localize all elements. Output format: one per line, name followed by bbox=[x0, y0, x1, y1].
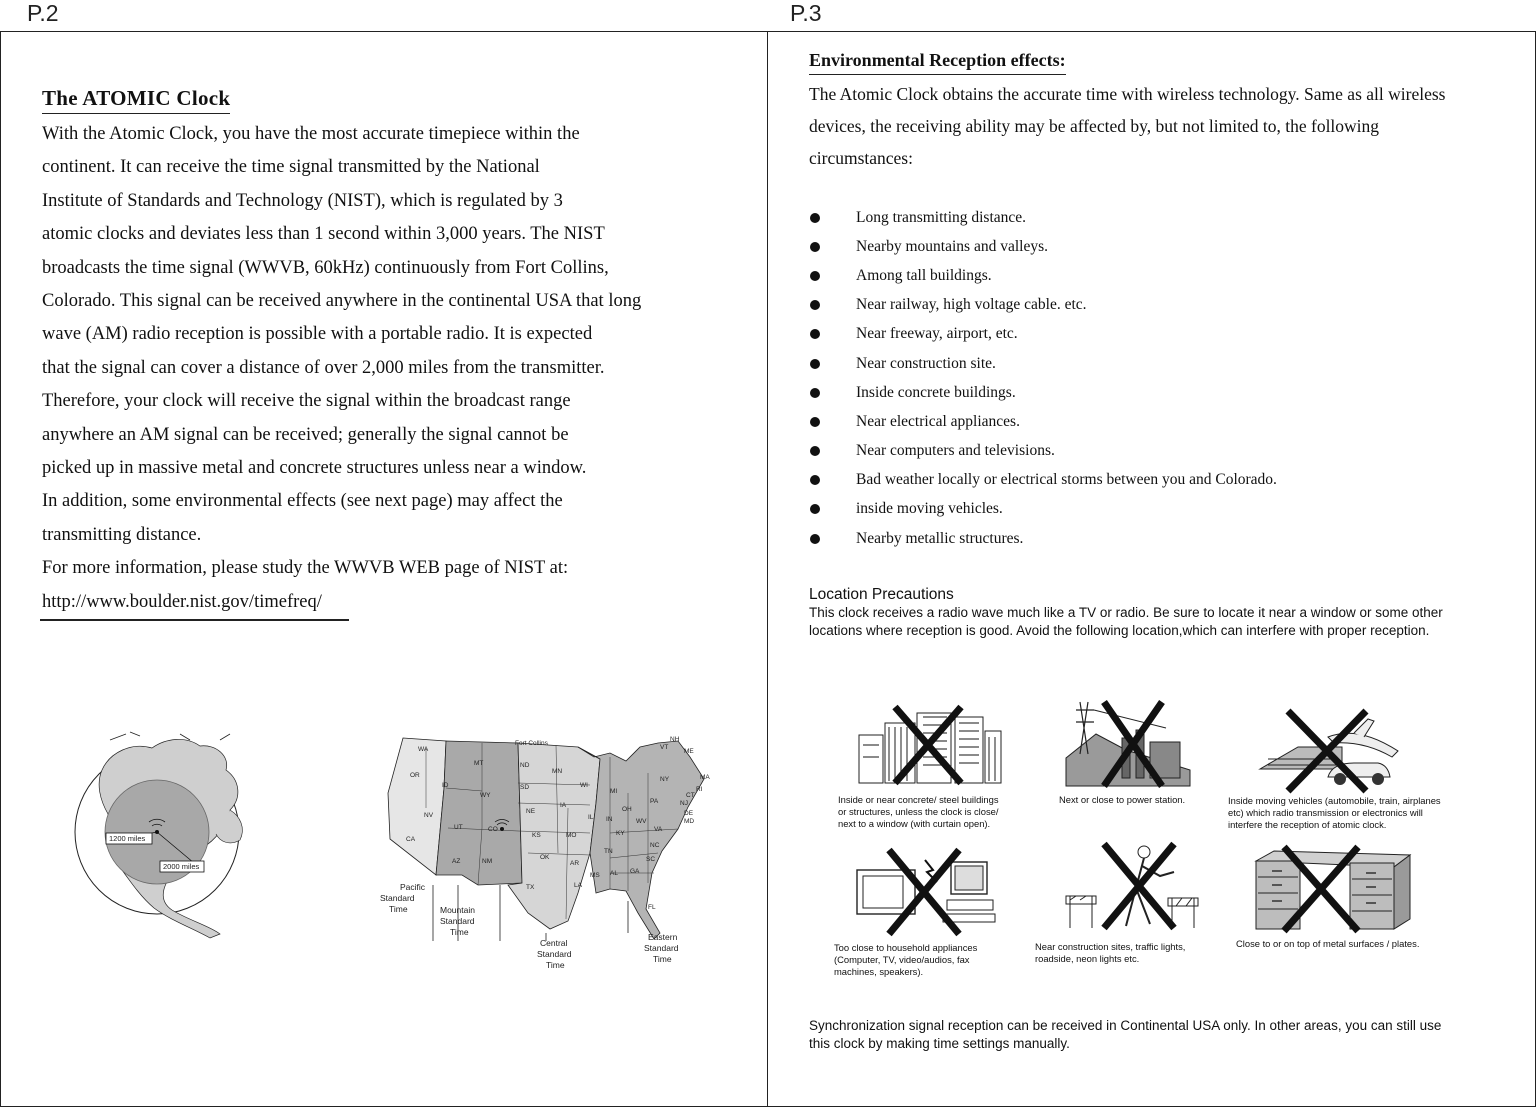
state-label-wv: WV bbox=[636, 818, 647, 825]
state-label-nv: NV bbox=[424, 812, 434, 819]
paragraph-line: broadcasts the time signal (WWVB, 60kHz) continuously from Fort Collins, bbox=[42, 257, 609, 278]
bullet-text: Near freeway, airport, etc. bbox=[856, 325, 1018, 343]
caption-line: Inside or near concrete/ steel buildings bbox=[838, 794, 999, 805]
state-label-me: ME bbox=[684, 748, 694, 755]
state-label-in: IN bbox=[606, 816, 613, 823]
intro-line: The Atomic Clock obtains the accurate time with wireless technology. Same as all wireless bbox=[809, 84, 1446, 104]
paragraph-line: Institute of Standards and Technology (NIST), which is regulated by 3 bbox=[42, 190, 563, 211]
caption-concrete-buildings bbox=[838, 794, 999, 830]
paragraph-line: continent. It can receive the time signal transmitted by the National bbox=[42, 157, 540, 178]
bullet-text: Bad weather locally or electrical storms between you and Colorado. bbox=[856, 471, 1277, 489]
bullet-text: Nearby metallic structures. bbox=[856, 529, 1024, 547]
state-label-tx: TX bbox=[526, 884, 535, 891]
list-item bbox=[809, 407, 1509, 436]
state-label-ok: OK bbox=[540, 854, 550, 861]
state-label-co: CO bbox=[488, 826, 498, 833]
state-label-nd: ND bbox=[520, 762, 530, 769]
state-label-sd: SD bbox=[520, 784, 530, 791]
state-label-ne: NE bbox=[526, 808, 536, 815]
bullet-icon bbox=[810, 359, 820, 369]
caption-line: Inside moving vehicles (automobile, train, airplanes bbox=[1228, 795, 1441, 806]
state-label-nc: NC bbox=[650, 842, 660, 849]
household-appliances-icon bbox=[855, 848, 1000, 938]
state-label-de: DE bbox=[684, 810, 694, 817]
state-label-ut: UT bbox=[454, 824, 463, 831]
bullet-text: Near computers and televisions. bbox=[856, 442, 1055, 460]
paragraph-line: atomic clocks and deviates less than 1 second within 3,000 years. The NIST bbox=[42, 224, 605, 245]
list-item bbox=[809, 320, 1509, 349]
caption-line: interfere the reception of atomic clock. bbox=[1228, 819, 1387, 830]
state-label-mn: MN bbox=[552, 768, 563, 775]
caption-power-station bbox=[1059, 794, 1185, 806]
vehicles-icon bbox=[1258, 707, 1408, 795]
environmental-title: Environmental Reception effects: bbox=[809, 50, 1066, 75]
power-station-icon bbox=[1066, 698, 1196, 790]
state-label-wy: WY bbox=[480, 792, 491, 799]
caption-metal-desk bbox=[1236, 938, 1419, 950]
state-label-ms: MS bbox=[590, 872, 600, 879]
caption-line: roadside, neon lights etc. bbox=[1035, 953, 1140, 964]
state-label-az: AZ bbox=[452, 858, 461, 865]
bullet-text: Inside concrete buildings. bbox=[856, 383, 1016, 401]
central-zone-label-2: Standard bbox=[537, 949, 572, 959]
state-label-al: AL bbox=[610, 870, 618, 877]
list-item bbox=[809, 261, 1509, 290]
concrete-buildings-icon bbox=[855, 705, 1005, 785]
list-item bbox=[809, 437, 1509, 466]
state-label-id: ID bbox=[442, 782, 449, 789]
paragraph-line: Therefore, your clock will receive the signal within the broadcast range bbox=[42, 391, 571, 412]
list-item bbox=[809, 378, 1509, 407]
caption-construction-site bbox=[1035, 941, 1185, 965]
bullet-icon bbox=[810, 504, 820, 514]
bullet-text: Nearby mountains and valleys. bbox=[856, 237, 1048, 255]
page-divider bbox=[767, 31, 768, 1107]
eastern-zone-label-1: Eastern bbox=[648, 932, 678, 942]
caption-line: etc) which radio transmission or electronics will bbox=[1228, 807, 1423, 818]
bullet-icon bbox=[810, 388, 820, 398]
construction-site-icon bbox=[1064, 842, 1204, 934]
intro-line: circumstances: bbox=[809, 148, 913, 168]
sync-line: this clock by making time settings manually. bbox=[809, 1036, 1070, 1051]
paragraph-line: wave (AM) radio reception is possible with a portable radio. It is expected bbox=[42, 324, 593, 345]
state-label-ma: MA bbox=[700, 774, 710, 781]
state-label-ia: IA bbox=[560, 802, 567, 809]
paragraph-line: transmitting distance. bbox=[42, 524, 202, 545]
paragraph-line: that the signal can cover a distance of over 2,000 miles from the transmitter. bbox=[42, 357, 605, 378]
state-label-ny: NY bbox=[660, 776, 670, 783]
range-label-2000: 2000 miles bbox=[163, 862, 200, 871]
state-label-wa: WA bbox=[418, 746, 429, 753]
caption-line: Close to or on top of metal surfaces / plates. bbox=[1236, 938, 1420, 949]
state-label-ga: GA bbox=[630, 868, 640, 875]
location-line: This clock receives a radio wave much like a TV or radio. Be sure to locate it near a window or some other bbox=[809, 605, 1443, 620]
paragraph-line: Colorado. This signal can be received anywhere in the continental USA that long bbox=[42, 291, 642, 312]
bullet-text: Near electrical appliances. bbox=[856, 412, 1020, 430]
paragraph-line: With the Atomic Clock, you have the most accurate timepiece within the bbox=[42, 124, 580, 144]
state-label-oh: OH bbox=[622, 806, 632, 813]
list-item bbox=[809, 232, 1509, 261]
caption-line: Near construction sites, traffic lights, bbox=[1035, 941, 1186, 952]
synchronization-note bbox=[809, 1017, 1519, 1053]
bullet-text: inside moving vehicles. bbox=[856, 500, 1003, 518]
bullet-icon bbox=[810, 446, 820, 456]
central-zone-label-1: Central bbox=[540, 938, 568, 948]
list-item bbox=[809, 349, 1509, 378]
caption-household-appliances bbox=[834, 942, 977, 978]
caption-line: Next or close to power station. bbox=[1059, 794, 1186, 805]
location-line: locations where reception is good. Avoid the following location,which can interfere with proper reception. bbox=[809, 623, 1430, 638]
bullet-icon bbox=[810, 417, 820, 427]
caption-line: Too close to household appliances bbox=[834, 942, 978, 953]
list-item bbox=[809, 203, 1509, 232]
bullet-icon bbox=[810, 242, 820, 252]
range-label-1200: 1200 miles bbox=[109, 834, 146, 843]
intro-line: devices, the receiving ability may be affected by, but not limited to, the following bbox=[809, 116, 1380, 136]
state-label-tn: TN bbox=[604, 848, 613, 855]
state-label-va: VA bbox=[654, 826, 663, 833]
list-item bbox=[809, 524, 1509, 553]
state-label-ks: KS bbox=[532, 832, 541, 839]
state-label-sc: SC bbox=[646, 856, 656, 863]
state-label-ca: CA bbox=[406, 836, 416, 843]
paragraph-line: picked up in massive metal and concrete structures unless near a window. bbox=[42, 458, 587, 479]
state-label-or: OR bbox=[410, 772, 420, 779]
bullet-icon bbox=[810, 534, 820, 544]
bullet-icon bbox=[810, 300, 820, 310]
pacific-zone-label-1: Pacific bbox=[400, 882, 426, 892]
state-label-ct: CT bbox=[686, 792, 695, 799]
pacific-zone-label-2: Standard bbox=[380, 893, 415, 903]
url-underline bbox=[40, 619, 349, 621]
environmental-intro bbox=[809, 78, 1509, 174]
list-item bbox=[809, 495, 1509, 524]
metal-desk-icon bbox=[1254, 845, 1414, 933]
state-label-pa: PA bbox=[650, 798, 659, 805]
mountain-zone-label-2: Standard bbox=[440, 916, 475, 926]
state-label-mi: MI bbox=[610, 788, 618, 795]
caption-line: or structures, unless the clock is close/ bbox=[838, 806, 999, 817]
bullet-text: Near railway, high voltage cable. etc. bbox=[856, 296, 1087, 314]
eastern-zone-label-2: Standard bbox=[644, 943, 679, 953]
state-label-mt: MT bbox=[474, 760, 484, 767]
paragraph-line: In addition, some environmental effects (see next page) may affect the bbox=[42, 491, 563, 512]
state-label-md: MD bbox=[684, 818, 695, 825]
central-zone-label-3: Time bbox=[546, 960, 565, 970]
bullet-icon bbox=[810, 213, 820, 223]
state-label-il: IL bbox=[588, 814, 594, 821]
bullet-text: Among tall buildings. bbox=[856, 266, 992, 284]
list-item bbox=[809, 291, 1509, 320]
state-label-ky: KY bbox=[616, 830, 625, 837]
state-label-la: LA bbox=[574, 882, 582, 889]
state-label-nj: NJ bbox=[680, 800, 688, 807]
us-time-zone-map bbox=[378, 733, 718, 973]
north-america-range-map bbox=[70, 730, 270, 940]
page-number-left: P.2 bbox=[27, 0, 59, 26]
state-label-wi: WI bbox=[580, 782, 588, 789]
caption-line: machines, speakers). bbox=[834, 966, 924, 977]
paragraph-line: For more information, please study the WWVB WEB page of NIST at: bbox=[42, 558, 569, 579]
atomic-clock-title: The ATOMIC Clock bbox=[42, 86, 230, 114]
pacific-zone-label-3: Time bbox=[389, 904, 408, 914]
bullet-text: Long transmitting distance. bbox=[856, 208, 1027, 226]
fort-collins-label: Fort Collins bbox=[515, 740, 548, 747]
page-number-right: P.3 bbox=[790, 0, 822, 26]
bullet-icon bbox=[810, 475, 820, 485]
state-label-nm: NM bbox=[482, 858, 493, 865]
paragraph-line: anywhere an AM signal can be received; generally the signal cannot be bbox=[42, 424, 569, 445]
state-label-fl: FL bbox=[648, 904, 656, 911]
state-label-nh: NH bbox=[670, 736, 680, 743]
state-label-ri: RI bbox=[696, 786, 703, 793]
sync-line: Synchronization signal reception can be received in Continental USA only. In other areas, you can still use bbox=[809, 1018, 1442, 1033]
mountain-zone-label-1: Mountain bbox=[440, 905, 475, 915]
location-precautions-text bbox=[809, 604, 1519, 640]
caption-line: (Computer, TV, video/audios, fax bbox=[834, 954, 970, 965]
atomic-clock-paragraph bbox=[42, 118, 742, 619]
bullet-icon bbox=[810, 271, 820, 281]
caption-vehicles bbox=[1228, 795, 1441, 831]
list-item bbox=[809, 466, 1509, 495]
location-precautions-heading: Location Precautions bbox=[809, 586, 954, 603]
mountain-zone-label-3: Time bbox=[450, 927, 469, 937]
nist-url[interactable]: http://www.boulder.nist.gov/timefreq/ bbox=[42, 591, 322, 612]
state-label-mo: MO bbox=[566, 832, 577, 839]
effects-bullet-list bbox=[809, 203, 1509, 553]
eastern-zone-label-3: Time bbox=[653, 954, 672, 964]
caption-line: next to a window (with curtain open). bbox=[838, 818, 991, 829]
bullet-icon bbox=[810, 329, 820, 339]
state-label-vt: VT bbox=[660, 744, 669, 751]
state-label-ar: AR bbox=[570, 860, 580, 867]
bullet-text: Near construction site. bbox=[856, 354, 996, 372]
